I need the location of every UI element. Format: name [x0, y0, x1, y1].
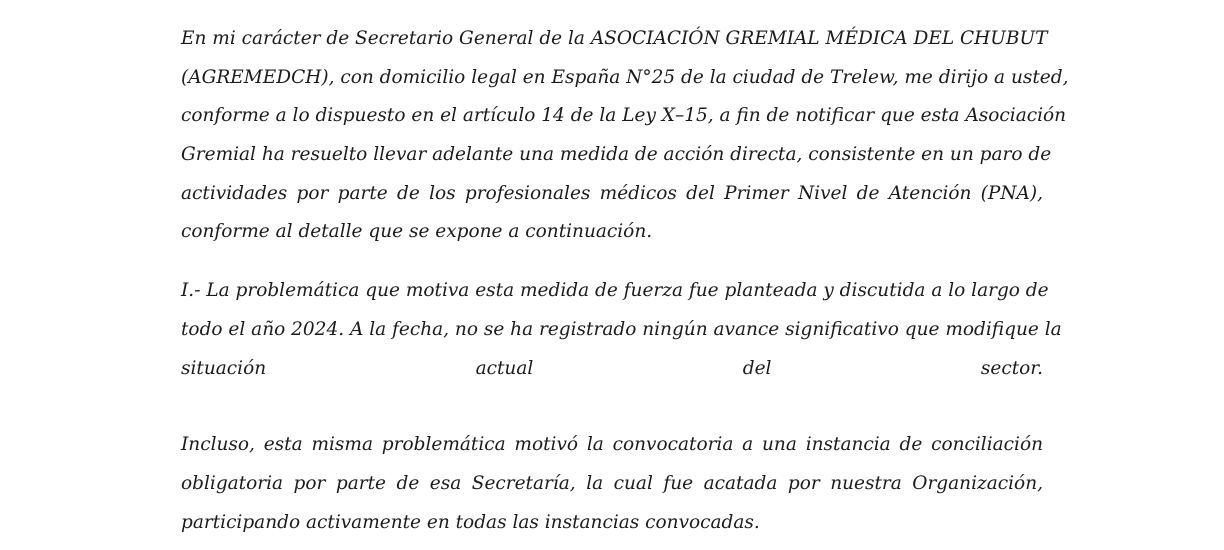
paragraph-intro: [181, 20, 1069, 252]
paragraph-conciliation: [181, 426, 1043, 542]
text-line: situación actual del sector.: [181, 357, 1043, 379]
text-line: Gremial ha resuelto llevar adelante una medida de acción directa, consistente en un paro de: [181, 144, 1052, 166]
text-line: I.- La problemática que motiva esta medida de fuerza fue planteada y discutida a lo largo de: [181, 280, 1049, 302]
text-line: todo el año 2024. A la fecha, no se ha registrado ningún avance significativo que modifique la: [181, 318, 1062, 340]
text-line: (AGREMEDCH), con domicilio legal en España N°25 de la ciudad de Trelew, me dirijo a usted,: [181, 66, 1069, 88]
text-line: obligatoria por parte de esa Secretaría, la cual fue acatada por nuestra Organización,: [181, 472, 1043, 494]
document-page: [181, 20, 1069, 542]
text-line: En mi carácter de Secretario General de la ASOCIACIÓN GREMIAL MÉDICA DEL CHUBUT: [181, 28, 1048, 49]
text-line: actividades por parte de los profesionales médicos del Primer Nivel de Atención (PNA),: [181, 182, 1043, 204]
text-line: participando activamente en todas las instancias convocadas.: [181, 511, 760, 533]
text-line: conforme al detalle que se expone a continuación.: [181, 221, 653, 243]
paragraph-section-i: [181, 272, 1062, 388]
text-line: Incluso, esta misma problemática motivó la convocatoria a una instancia de conciliación: [181, 434, 1043, 456]
paragraph-spacer: [181, 388, 1043, 426]
paragraph-spacer: [181, 252, 1043, 272]
text-line: conforme a lo dispuesto en el artículo 14 de la Ley X–15, a fin de notificar que esta Asociación: [181, 105, 1067, 127]
